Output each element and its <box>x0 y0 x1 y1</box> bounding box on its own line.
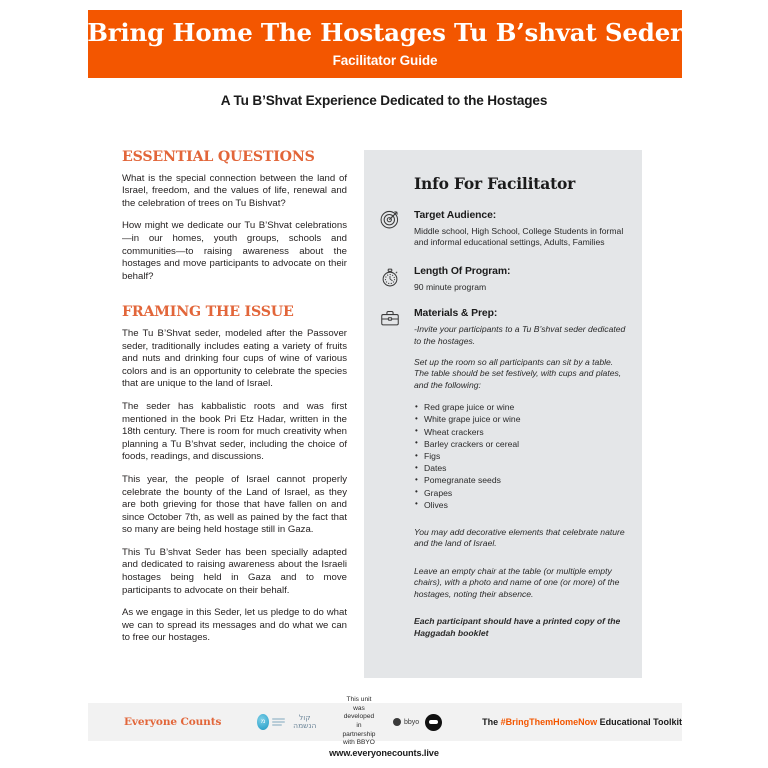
framing-paragraph: This year, the people of Israel cannot properly celebrate the bounty of the Land of Israel, as they are both grieving for those that have fallen on and since October 7th, as well as pained by the fact that so many are being held hostage still in Gaza. <box>122 473 347 536</box>
bbyo-wordmark <box>393 718 419 726</box>
footer-url[interactable]: www.everyonecounts.live <box>329 748 439 758</box>
toolkit-suffix: Educational Toolkit <box>597 717 682 727</box>
materials-list <box>414 401 628 511</box>
materials-intro-text: -Invite your participants to a Tu B’shvat seder dedicated to the hostages. <box>414 324 626 346</box>
target-audience-label: Target Audience: <box>414 210 497 221</box>
header-banner <box>88 10 682 78</box>
list-item: • Dates <box>414 462 628 474</box>
decor-note-text: You may add decorative elements that celebrate nature and the land of Israel. <box>414 527 625 549</box>
materials-and-prep-block <box>414 308 628 639</box>
partnership-note: This unit was developed in partnership with BBYO <box>342 696 376 747</box>
framing-paragraph: The seder has kabbalistic roots and was first mentioned in the book Pri Etz Hadar, written in the 18th century. There is room for much creativity when planning a Tu B’shvat seder, including the choice of foods, readings, and discussions. <box>122 400 347 463</box>
list-item: • Grapes <box>414 487 628 499</box>
everyone-counts-logo: Everyone Counts <box>124 716 222 728</box>
bring-them-home-badge-icon <box>425 714 442 731</box>
kol-haneshama-logo <box>257 714 318 730</box>
toolkit-hashtag: #BringThemHomeNow <box>500 717 598 727</box>
essential-questions-heading: ESSENTIAL QUESTIONS <box>122 149 315 165</box>
list-item: • Pomegranate seeds <box>414 474 628 486</box>
target-audience-text: Middle school, High School, College Students in formal and informal educational settings, Adults, Families <box>414 226 624 248</box>
left-column <box>122 150 347 645</box>
list-item: • White grape juice or wine <box>414 413 628 425</box>
kol-logo-hebrew-text <box>291 714 318 730</box>
toolkit-tagline <box>482 717 682 727</box>
info-panel-title: Info For Facilitator <box>414 174 576 193</box>
briefcase-icon <box>379 307 401 329</box>
list-item: • Wheat crackers <box>414 426 628 438</box>
length-of-program-label: Length Of Program: <box>414 265 511 277</box>
list-item: • Figs <box>414 450 628 462</box>
info-for-facilitator-panel <box>364 150 642 678</box>
page-subtitle: Facilitator Guide <box>332 52 438 68</box>
framing-the-issue-heading: FRAMING THE ISSUE <box>122 304 294 321</box>
list-item: • Olives <box>414 499 628 511</box>
tagline: A Tu B’Shvat Experience Dedicated to the Hostages <box>220 93 548 108</box>
kol-logo-initial: מ <box>261 719 266 725</box>
page-title: Bring Home The Hostages Tu B’shvat Seder <box>87 18 683 47</box>
list-item: • Barley crackers or cereal <box>414 438 628 450</box>
framing-paragraph: The Tu B’Shvat seder, modeled after the Passover seder, traditionally includes eating a variety of fruits and nuts and drinking four cups of wine of various colors and is an opportunity to celebrate the species that are unique to the land of Israel. <box>122 327 347 390</box>
toolkit-prefix: The <box>482 717 501 727</box>
kol-logo-lines-icon <box>272 718 285 726</box>
length-of-program-text: 90 minute program <box>414 281 487 292</box>
essential-questions-paragraph: How might we dedicate our Tu B’Shvat celebrations—in our homes, youth groups, schools and communities—to raising awareness about the hostages and move participants to advocate on their behalf? <box>122 220 347 282</box>
framing-paragraph: This Tu B’shvat Seder has been specially adapted and dedicated to raising awareness about the Israeli hostages being held in Gaza and to move participants to advocate on their behalf. <box>122 546 347 596</box>
empty-chair-note-text: Leave an empty chair at the table (or multiple empty chairs), with a photo and name of one (or more) of the hostages, noting their absence. <box>414 565 620 599</box>
footer-bar <box>88 696 682 747</box>
list-item: • Red grape juice or wine <box>414 401 628 413</box>
haggadah-booklet-note: Each participant should have a printed copy of the Haggadah booklet <box>414 616 621 638</box>
target-icon <box>379 208 401 230</box>
materials-setup-text: Set up the room so all participants can sit by a table. The table should be set festively, with cups and plates, and the following: <box>414 357 622 390</box>
bbyo-logo <box>393 714 442 731</box>
framing-paragraph: As we engage in this Seder, let us pledge to do what we can to spread its messages and do what we can to free our hostages. <box>122 607 347 644</box>
kol-logo-circle-icon <box>257 714 269 730</box>
bbyo-label: bbyo <box>403 718 420 726</box>
stopwatch-icon <box>379 266 401 288</box>
essential-questions-paragraph: What is the special connection between the land of Israel, freedom, and the values of life, renewal and the celebration of trees on Tu Bishvat? <box>122 172 347 209</box>
globe-icon <box>393 718 401 726</box>
kol-logo-hebrew-line1: קול הנשמה <box>293 713 317 730</box>
materials-and-prep-label: Materials & Prep: <box>414 308 498 320</box>
length-of-program-block <box>414 266 628 293</box>
target-audience-block <box>414 210 628 249</box>
